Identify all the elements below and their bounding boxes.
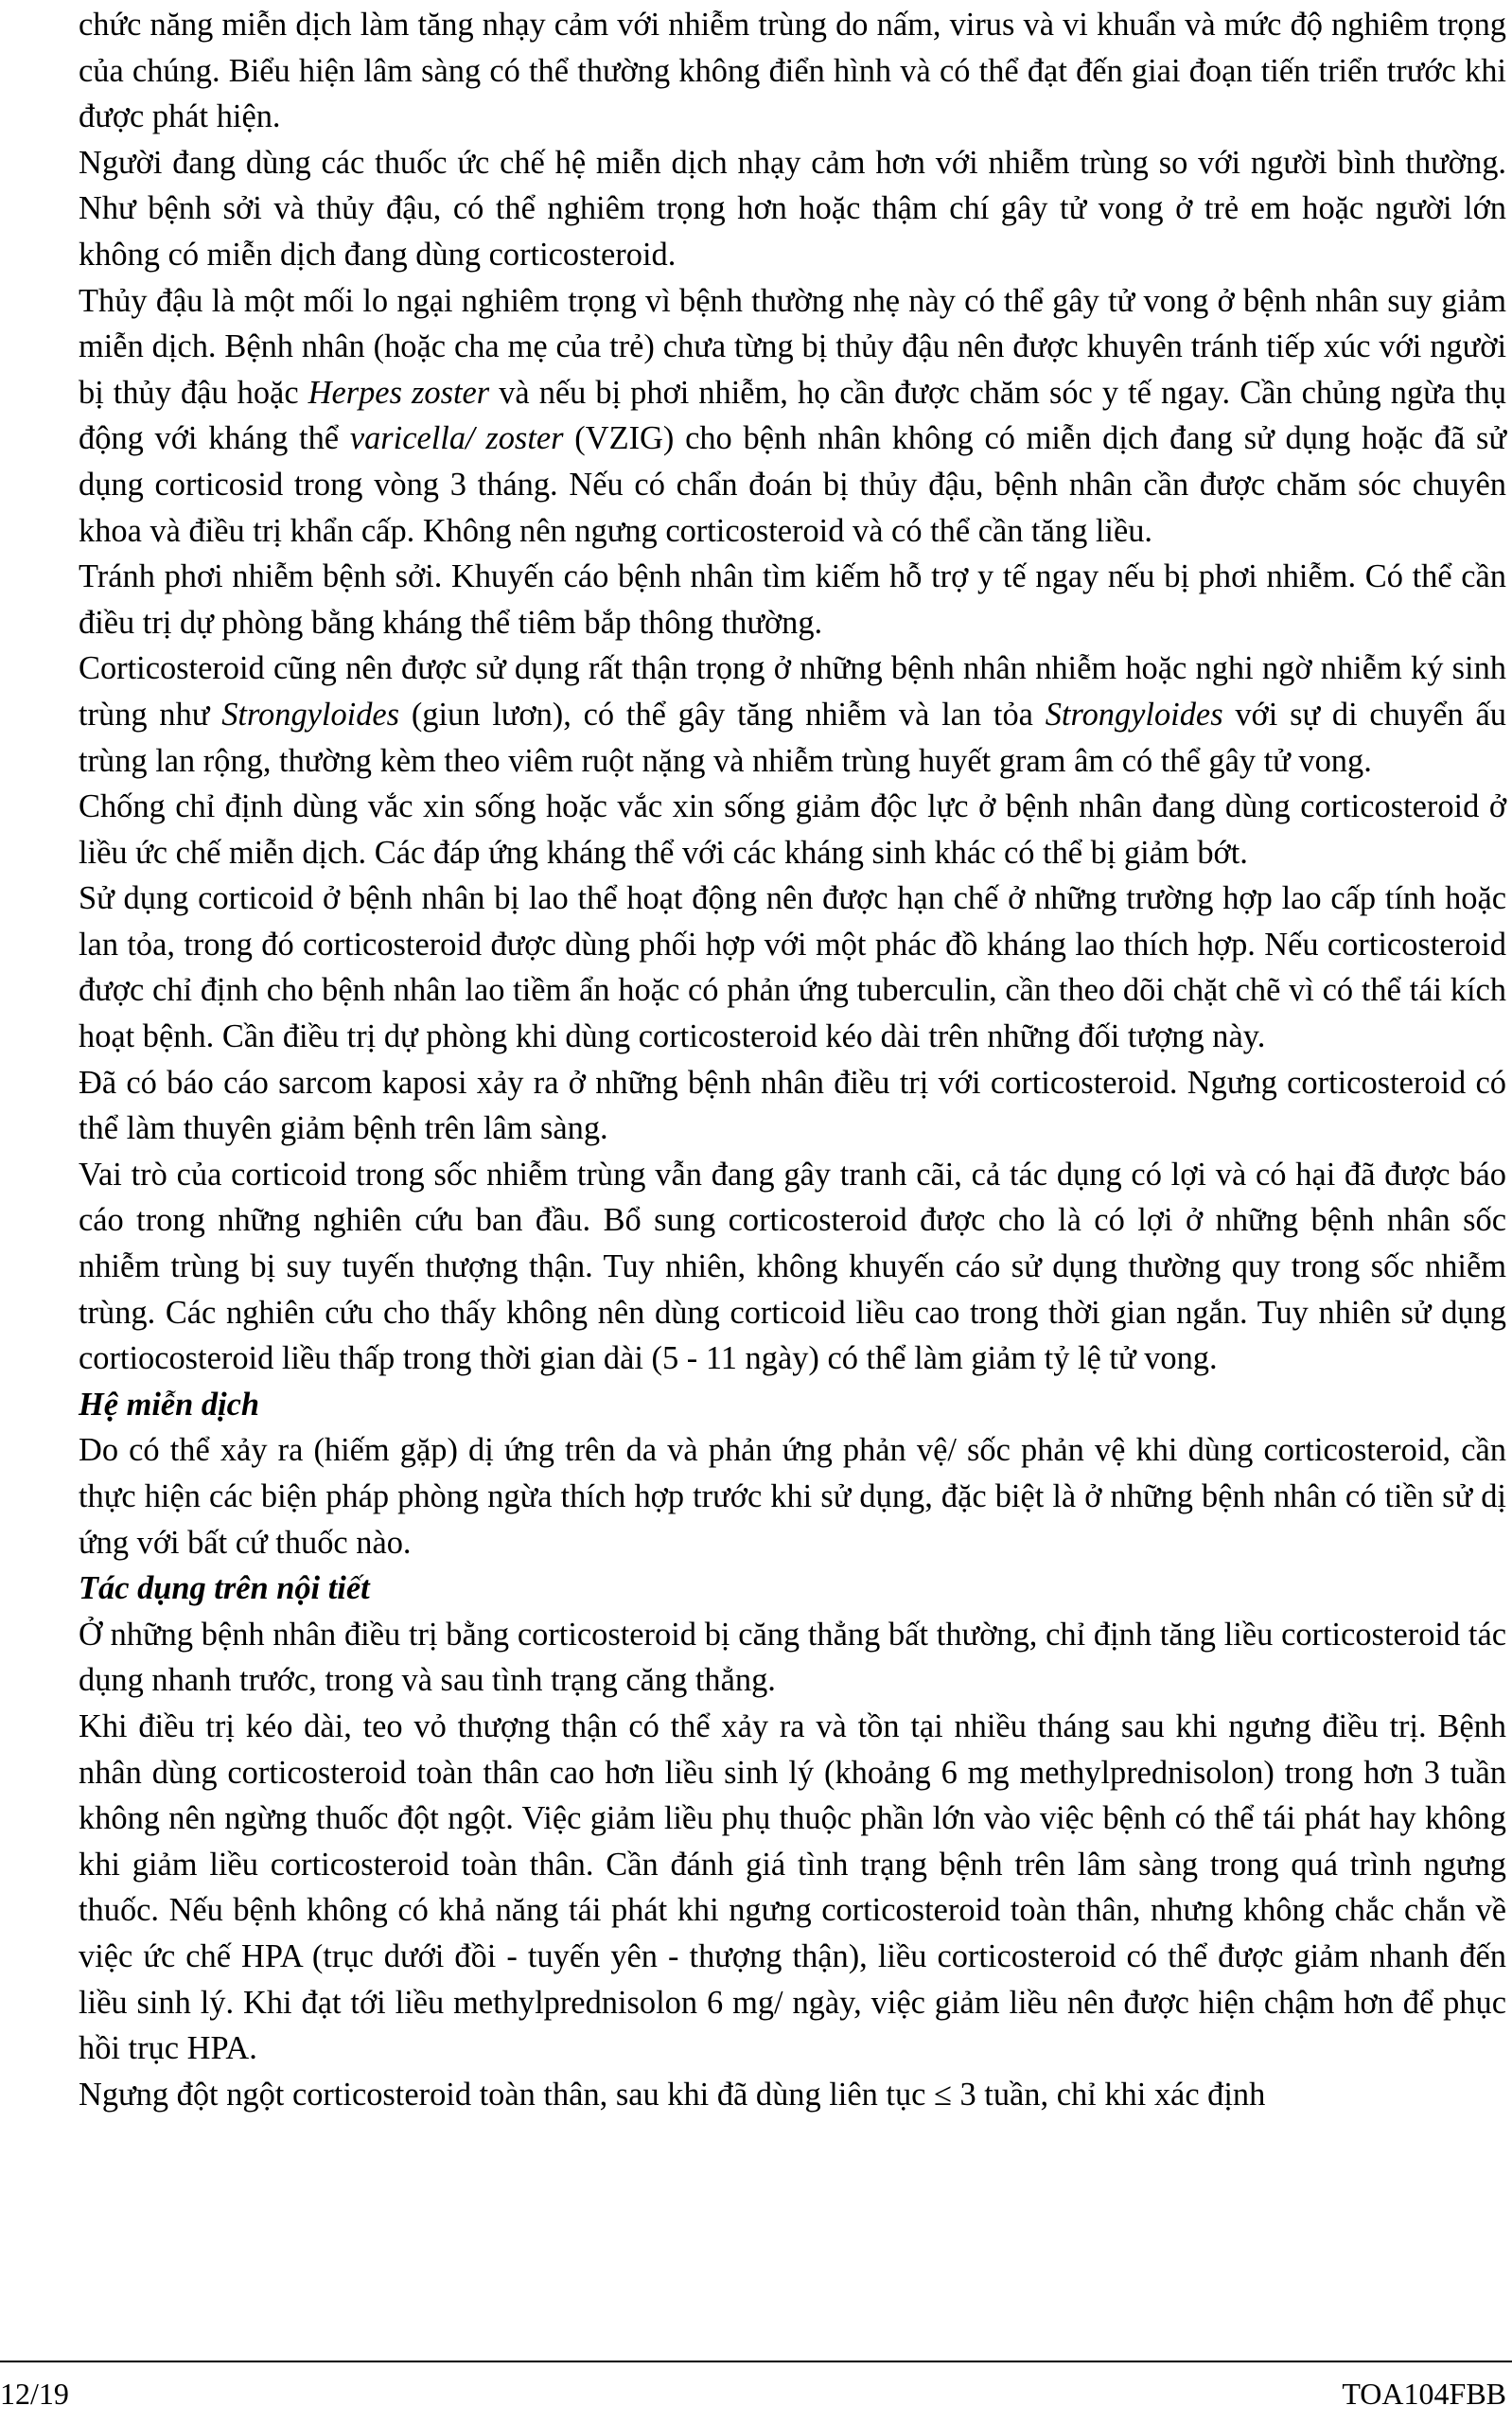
heading-text: Hệ miễn dịch (79, 1386, 260, 1423)
paragraph (79, 554, 1506, 646)
paragraph (79, 1427, 1506, 1565)
paragraph (79, 646, 1506, 784)
paragraph-text: Khi điều trị kéo dài, teo vỏ thượng thận có thể xảy ra và tồn tại nhiều tháng sau khi ngưng điều trị. Bệnh nhân dùng corticosteroid toàn thân cao hơn liều sinh lý (khoảng 6 mg methylprednisolon) trong hơn 3 tuần không nên ngừng thuốc đột ngột. Việc giảm liều phụ thuộc phần lớn vào việc bệnh có thể tái phát hay không khi giảm liều corticosteroid toàn thân. Cần đánh giá tình trạng bệnh trên lâm sàng trong quá trình ngưng thuốc. Nếu bệnh không có khả năng tái phát khi ngưng corticosteroid toàn thân, nhưng không chắc chắn về việc ức chế HPA (trục dưới đồi - tuyến yên - thượng thận), liều corticosteroid có thể được giảm nhanh đến liều sinh lý. Khi đạt tới liều methylprednisolon 6 mg/ ngày, việc giảm liều nên được hiện chậm hơn để phục hồi trục HPA. (79, 1707, 1506, 2067)
paragraph (79, 1152, 1506, 1382)
page-number: 12/19 (0, 2377, 69, 2411)
paragraph-text: Người đang dùng các thuốc ức chế hệ miễn dịch nhạy cảm hơn với nhiễm trùng so với người bình thường. Như bệnh sởi và thủy đậu, có thể nghiêm trọng hơn hoặc thậm chí gây tử vong ở trẻ em hoặc người lớn không có miễn dịch đang dùng corticosteroid. (79, 144, 1506, 273)
paragraph (79, 1704, 1506, 2072)
paragraph (79, 784, 1506, 875)
section-heading (79, 1382, 1506, 1428)
paragraph-text: (VZIG) cho bệnh nhân không có miễn dịch đang sử dụng hoặc đã sử dụng corticosid trong vòng 3 tháng. Nếu có chẩn đoán bị thủy đậu, bệnh nhân cần được chăm sóc chuyên khoa và điều trị khẩn cấp. Không nên ngưng corticosteroid và có thể cần tăng liều. (79, 420, 1506, 549)
paragraph-text: Thủy đậu là một mối lo ngại nghiêm trọng vì bệnh thường nhẹ này có thể gây tử vong ở bệnh nhân suy giảm miễn dịch. Bệnh nhân (hoặc cha mẹ của trẻ) chưa từng bị thủy đậu nên được khuyên tránh tiếp xúc với người bị thủy đậu hoặc (79, 282, 1506, 411)
paragraph-text: chức năng miễn dịch làm tăng nhạy cảm với nhiễm trùng do nấm, virus và vi khuẩn và mức độ nghiêm trọng của chúng. Biểu hiện lâm sàng có thể thường không điển hình và có thể đạt đến giai đoạn tiến triển trước khi được phát hiện. (79, 7, 1506, 135)
paragraph-text: Sử dụng corticoid ở bệnh nhân bị lao thể hoạt động nên được hạn chế ở những trường hợp lao cấp tính hoặc lan tỏa, trong đó corticosteroid được dùng phối hợp với một phác đồ kháng lao thích hợp. Nếu corticosteroid được chỉ định cho bệnh nhân lao tiềm ẩn hoặc có phản ứng tuberculin, cần theo dõi chặt chẽ vì có thể tái kích hoạt bệnh. Cần điều trị dự phòng khi dùng corticosteroid kéo dài trên những đối tượng này. (79, 880, 1506, 1055)
paragraph-text: Ngưng đột ngột corticosteroid toàn thân, sau khi đã dùng liên tục ≤ 3 tuần, chỉ khi xác định (79, 2076, 1266, 2113)
paragraph (79, 875, 1506, 1059)
paragraph (79, 2072, 1506, 2118)
paragraph-text: Tránh phơi nhiễm bệnh sởi. Khuyến cáo bệnh nhân tìm kiếm hỗ trợ y tế ngay nếu bị phơi nhiễm. Có thể cần điều trị dự phòng bằng kháng thể tiêm bắp thông thường. (79, 558, 1506, 641)
document-body (79, 2, 1506, 2117)
paragraph-text: Vai trò của corticoid trong sốc nhiễm trùng vẫn đang gây tranh cãi, cả tác dụng có lợi và có hại đã được báo cáo trong những nghiên cứu ban đầu. Bổ sung corticosteroid được cho là có lợi ở những bệnh nhân sốc nhiễm trùng bị suy tuyến thượng thận. Tuy nhiên, không khuyến cáo sử dụng thường quy trong sốc nhiễm trùng. Các nghiên cứu cho thấy không nên dùng corticoid liều cao trong thời gian ngắn. Tuy nhiên sử dụng cortiocosteroid liều thấp trong thời gian dài (5 - 11 ngày) có thể làm giảm tỷ lệ tử vong. (79, 1156, 1506, 1377)
paragraph-text: (giun lươn), có thể gây tăng nhiễm và lan tỏa (399, 696, 1046, 733)
paragraph (79, 278, 1506, 555)
document-code: TOA104FBB (1342, 2377, 1506, 2411)
section-heading (79, 1565, 1506, 1612)
paragraph-text: Corticosteroid cũng nên được sử dụng rất thận trọng ở những bệnh nhân nhiễm hoặc nghi ngờ nhiễm ký sinh trùng như (79, 650, 1506, 733)
footer-divider (0, 2361, 1512, 2362)
italic-term: Strongyloides (1045, 696, 1223, 733)
italic-term: varicella/ zoster (349, 420, 564, 457)
paragraph (79, 1612, 1506, 1704)
paragraph-text: với sự di chuyển ấu trùng lan rộng, thường kèm theo viêm ruột nặng và nhiễm trùng huyết gram âm có thể gây tử vong. (79, 696, 1506, 779)
paragraph-text: Chống chỉ định dùng vắc xin sống hoặc vắc xin sống giảm độc lực ở bệnh nhân đang dùng corticosteroid ở liều ức chế miễn dịch. Các đáp ứng kháng thể với các kháng sinh khác có thể bị giảm bớt. (79, 788, 1506, 871)
paragraph (79, 140, 1506, 278)
heading-text: Tác dụng trên nội tiết (79, 1570, 370, 1607)
paragraph-text: Ở những bệnh nhân điều trị bằng corticosteroid bị căng thẳng bất thường, chỉ định tăng liều corticosteroid tác dụng nhanh trước, trong và sau tình trạng căng thẳng. (79, 1616, 1506, 1699)
paragraph-text: Đã có báo cáo sarcom kaposi xảy ra ở những bệnh nhân điều trị với corticosteroid. Ngưng corticosteroid có thể làm thuyên giảm bệnh trên lâm sàng. (79, 1064, 1506, 1147)
paragraph-text: Do có thể xảy ra (hiếm gặp) dị ứng trên da và phản ứng phản vệ/ sốc phản vệ khi dùng corticosteroid, cần thực hiện các biện pháp phòng ngừa thích hợp trước khi sử dụng, đặc biệt là ở những bệnh nhân có tiền sử dị ứng với bất cứ thuốc nào. (79, 1432, 1506, 1561)
italic-term: Strongyloides (221, 696, 400, 733)
paragraph-text: và nếu bị phơi nhiễm, họ cần được chăm sóc y tế ngay. Cần chủng ngừa thụ động với kháng thể (79, 374, 1506, 457)
paragraph (79, 2, 1506, 140)
paragraph (79, 1060, 1506, 1152)
italic-term: Herpes zoster (308, 374, 490, 411)
